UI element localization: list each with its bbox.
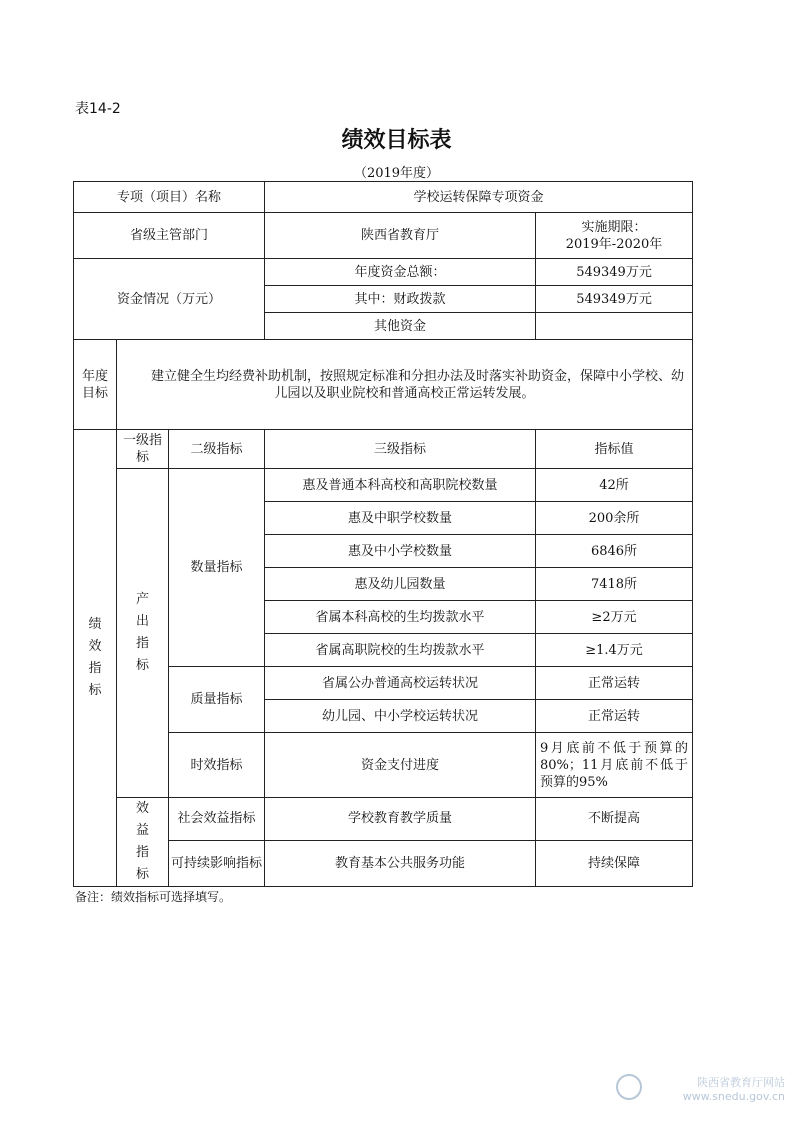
project-label: 专项（项目）名称 bbox=[74, 182, 265, 213]
indicator-name: 惠及中职学校数量 bbox=[265, 502, 536, 535]
indicator-name: 惠及普通本科高校和高职院校数量 bbox=[265, 469, 536, 502]
funds-row-label: 其他资金 bbox=[265, 313, 536, 340]
indicator-value: 7418所 bbox=[536, 568, 693, 601]
goal-label: 年度目标 bbox=[74, 340, 117, 430]
col-level2: 二级指标 bbox=[169, 430, 265, 469]
watermark-seal-icon bbox=[616, 1074, 642, 1100]
period-value: 2019年-2020年 bbox=[565, 236, 663, 252]
funds-row-label: 年度资金总额： bbox=[265, 259, 536, 286]
quality-indicator-label: 质量指标 bbox=[169, 667, 265, 733]
col-level3: 三级指标 bbox=[265, 430, 536, 469]
indicator-section-label: 绩效指标 bbox=[74, 430, 117, 887]
watermark-url: www.snedu.gov.cn bbox=[682, 1090, 785, 1103]
indicator-name: 省属本科高校的生均拨款水平 bbox=[265, 601, 536, 634]
indicator-name: 幼儿园、中小学校运转状况 bbox=[265, 700, 536, 733]
funds-row-value: 549349万元 bbox=[536, 259, 693, 286]
indicator-name: 资金支付进度 bbox=[265, 733, 536, 798]
indicator-value: 9月底前不低于预算的80%；11月底前不低于预算的95% bbox=[536, 733, 693, 798]
fiscal-year: （2019年度） bbox=[353, 166, 440, 181]
col-level1: 一级指标 bbox=[117, 430, 169, 469]
col-value: 指标值 bbox=[536, 430, 693, 469]
indicator-name: 惠及幼儿园数量 bbox=[265, 568, 536, 601]
social-indicator-label: 社会效益指标 bbox=[169, 798, 265, 841]
indicator-header-row bbox=[74, 430, 693, 469]
output-indicator-label: 产出指标 bbox=[117, 469, 169, 798]
indicator-value: ≥1.4万元 bbox=[536, 634, 693, 667]
project-value: 学校运转保障专项资金 bbox=[265, 182, 693, 213]
period-label: 实施期限： bbox=[581, 219, 647, 235]
indicator-value: 正常运转 bbox=[536, 700, 693, 733]
indicator-value: 不断提高 bbox=[536, 798, 693, 841]
department-value: 陕西省教育厅 bbox=[265, 213, 536, 259]
project-row bbox=[74, 182, 693, 213]
period-cell bbox=[536, 213, 693, 259]
indicator-value: 42所 bbox=[536, 469, 693, 502]
funds-row bbox=[74, 259, 693, 286]
table-row bbox=[74, 469, 693, 502]
funds-row-label: 其中：财政拨款 bbox=[265, 286, 536, 313]
funds-label: 资金情况（万元） bbox=[74, 259, 265, 340]
indicator-name: 省属高职院校的生均拨款水平 bbox=[265, 634, 536, 667]
timeliness-indicator-label: 时效指标 bbox=[169, 733, 265, 798]
table-row bbox=[74, 798, 693, 841]
indicator-value: 200余所 bbox=[536, 502, 693, 535]
watermark-site-name: 陕西省教育厅网站 bbox=[697, 1076, 785, 1089]
funds-row-value bbox=[536, 313, 693, 340]
footnote: 备注：绩效指标可选择填写。 bbox=[75, 890, 232, 904]
funds-row-value: 549349万元 bbox=[536, 286, 693, 313]
indicator-value: ≥2万元 bbox=[536, 601, 693, 634]
indicator-name: 省属公办普通高校运转状况 bbox=[265, 667, 536, 700]
goal-text: 建立健全生均经费补助机制，按照规定标准和分担办法及时落实补助资金，保障中小学校、幼儿园以及职业院校和普通高校正常运转发展。 bbox=[117, 340, 693, 430]
indicator-name: 教育基本公共服务功能 bbox=[265, 840, 536, 886]
indicator-name: 惠及中小学校数量 bbox=[265, 535, 536, 568]
performance-target-table bbox=[73, 181, 693, 887]
sustain-indicator-label: 可持续影响指标 bbox=[169, 840, 265, 886]
quantity-indicator-label: 数量指标 bbox=[169, 469, 265, 667]
table-number: 表14-2 bbox=[75, 101, 121, 117]
indicator-name: 学校教育教学质量 bbox=[265, 798, 536, 841]
page-title: 绩效目标表 bbox=[341, 128, 452, 153]
watermark bbox=[645, 1076, 785, 1104]
goal-row bbox=[74, 340, 693, 430]
department-label: 省级主管部门 bbox=[74, 213, 265, 259]
indicator-value: 正常运转 bbox=[536, 667, 693, 700]
indicator-value: 持续保障 bbox=[536, 840, 693, 886]
indicator-value: 6846所 bbox=[536, 535, 693, 568]
benefit-indicator-label: 效益指标 bbox=[117, 798, 169, 887]
department-row bbox=[74, 213, 693, 259]
